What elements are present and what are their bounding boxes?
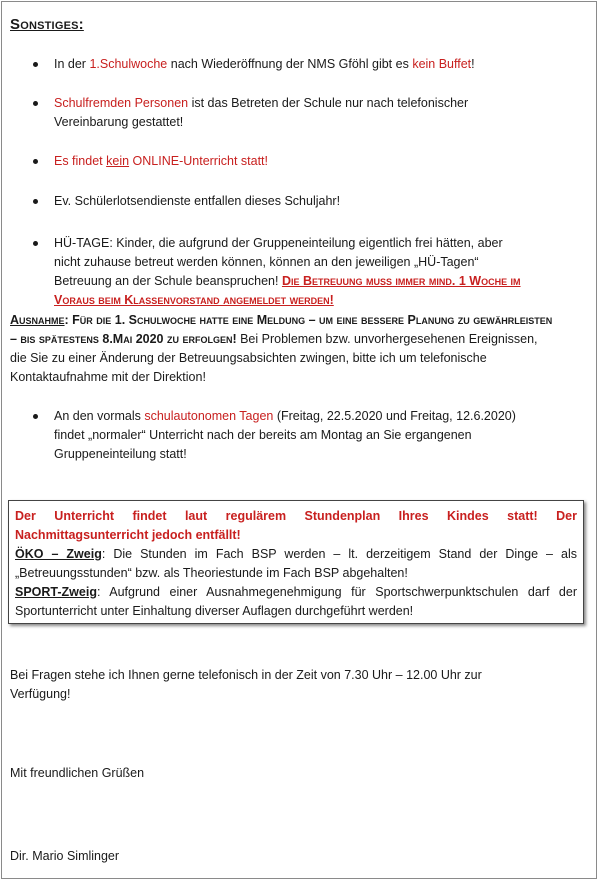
oeko-branch-line2: „Betreuungsstunden“ bzw. als Theoriestunde im Fach BSP abgehalten!: [15, 566, 408, 580]
questions-paragraph: Bei Fragen stehe ich Ihnen gerne telefonisch in der Zeit von 7.30 Uhr – 12.00 Uhr zur Verfügung!: [10, 668, 482, 701]
timetable-notice-line1: Der Unterricht findet laut regulärem Stundenplan Ihres Kindes statt! Der: [15, 509, 577, 523]
list-item-visitors: Schulfremden Personen ist das Betreten der Schule nur nach telefonischer Vereinbarung gestattet!: [54, 94, 574, 132]
greeting: Mit freundlichen Grüßen: [10, 766, 145, 780]
sport-branch-line2: Sportunterricht unter Einhaltung diverser Auflagen durchgeführt werden!: [15, 604, 414, 618]
signature-name: Dir. Mario Simlinger: [10, 849, 120, 863]
list-item-crossing-guards: Ev. Schülerlotsendienste entfallen dieses Schuljahr!: [54, 192, 574, 211]
document-page: [1, 1, 597, 879]
exception-note: Ausnahme: Für die 1. Schulwoche hatte eine Meldung – um eine bessere Planung zu gewährleisten – bis spätestens 8.Mai 2020 zu erfolgen! Bei Problemen bzw. unvorhergesehenen Ereignissen, die Sie zu einer Änderung der Betreuungsabsichten zwingen, bitte ich um telefonische Kontaktaufnahme mit der Direktion!: [10, 313, 553, 384]
list-item-buffet: In der 1.Schulwoche nach Wiederöffnung der NMS Gföhl gibt es kein Buffet!: [54, 55, 574, 74]
timetable-notice-line2: Nachmittagsunterricht jedoch entfällt!: [15, 528, 241, 542]
list-item-hue-tage: HÜ-TAGE: Kinder, die aufgrund der Gruppeneinteilung eigentlich frei hätten, aber nicht zuhause betreut werden können, können an den jeweiligen „HÜ-Tagen“ Betreuung an der Schule beanspruchen! Die Betreuung muss immer mind. 1 Woche im Voraus beim Klassenvorstand angemeldet werden!: [54, 234, 574, 310]
sport-branch-line1: SPORT-Zweig: Aufgrund einer Ausnahmegenehmigung für Sportschwerpunktschulen darf der: [15, 585, 577, 599]
section-heading: Sonstiges:: [10, 16, 84, 33]
list-item-online: Es findet kein ONLINE-Unterricht statt!: [54, 152, 574, 171]
oeko-branch-line1: ÖKO – Zweig: Die Stunden im Fach BSP werden – lt. derzeitigem Stand der Dinge – als: [15, 547, 577, 561]
list-item-autonomous-days: An den vormals schulautonomen Tagen (Freitag, 22.5.2020 und Freitag, 12.6.2020) findet „normaler“ Unterricht nach der bereits am Montag an Sie ergangenen Gruppeneinteilung statt!: [54, 407, 574, 464]
timetable-notice-box: [8, 500, 584, 624]
